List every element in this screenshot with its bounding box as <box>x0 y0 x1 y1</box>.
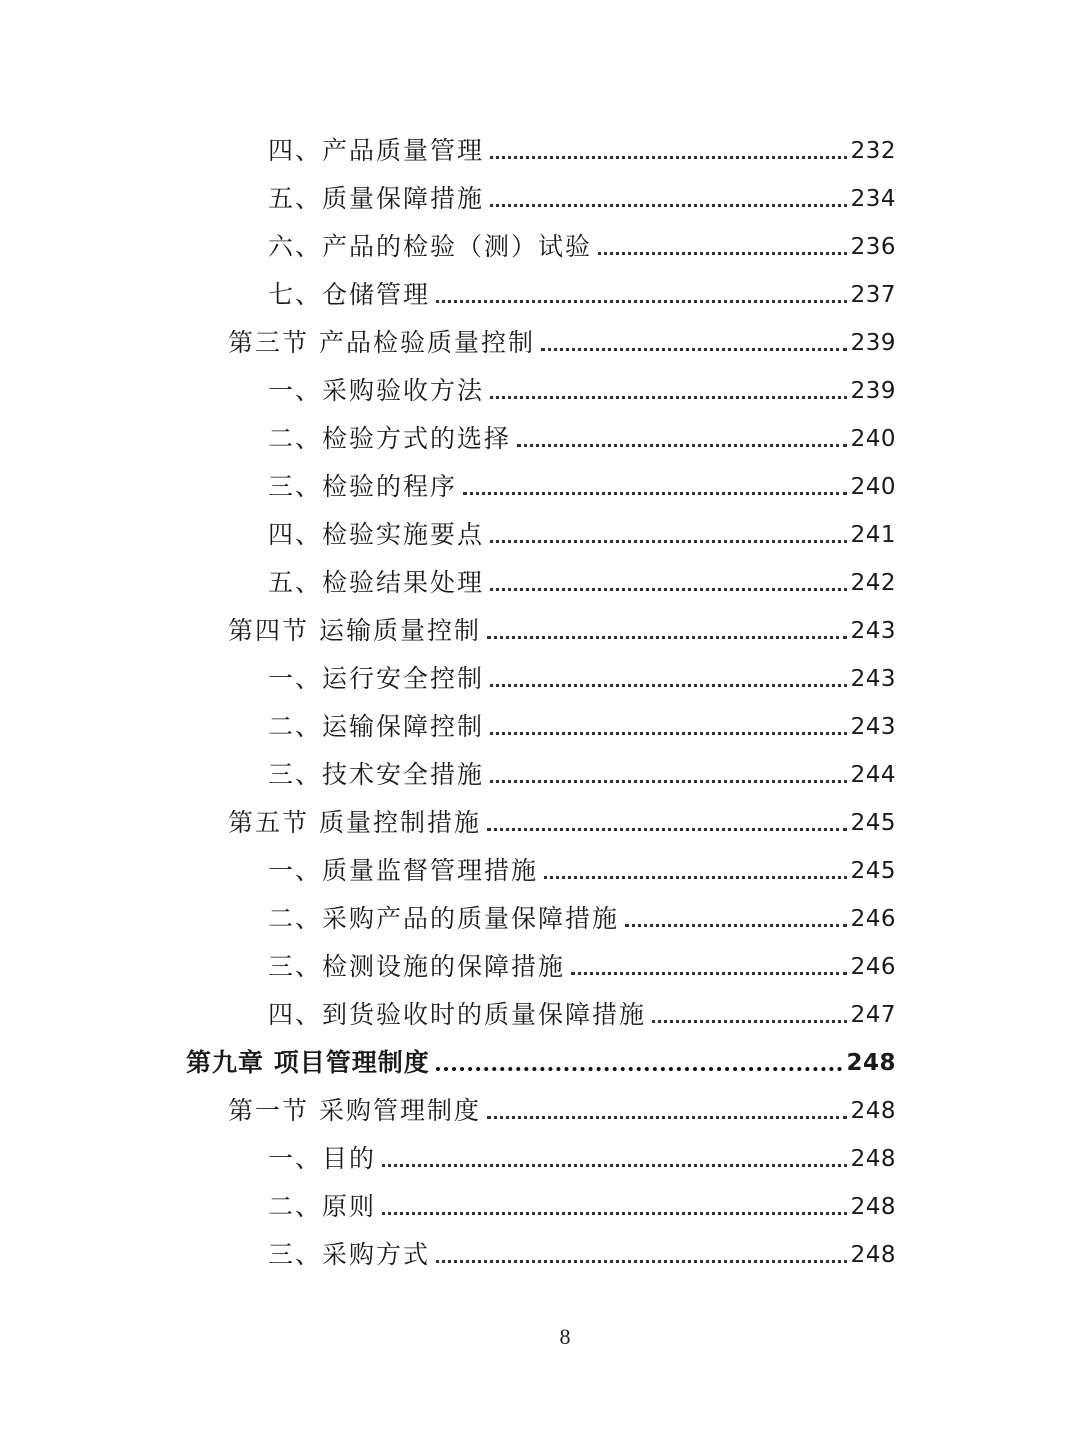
dot-leader <box>490 396 847 399</box>
toc-entry-title: 二、采购产品的质量保障措施 <box>268 904 620 933</box>
toc-entry[interactable] <box>0 1136 896 1176</box>
toc-entry[interactable] <box>0 464 896 504</box>
dot-leader <box>571 972 847 975</box>
toc-section-entry[interactable] <box>0 320 896 360</box>
toc-entry-title: 二、原则 <box>268 1192 377 1221</box>
dot-leader <box>490 684 847 687</box>
toc-entry-title: 一、采购验收方法 <box>268 376 485 405</box>
toc-entry-page: 243 <box>850 714 896 740</box>
dot-leader <box>598 252 847 255</box>
dot-leader <box>436 1260 847 1263</box>
toc-entry[interactable] <box>0 560 896 600</box>
toc-entry-title: 二、运输保障控制 <box>268 712 485 741</box>
toc-entry-title: 一、质量监督管理措施 <box>268 856 539 885</box>
toc-entry-page: 243 <box>850 666 896 692</box>
dot-leader <box>436 1067 843 1071</box>
toc-entry[interactable] <box>0 848 896 888</box>
toc-entry[interactable] <box>0 752 896 792</box>
toc-entry[interactable] <box>0 992 896 1032</box>
toc-entry[interactable] <box>0 512 896 552</box>
dot-leader <box>382 1212 847 1215</box>
dot-leader <box>382 1164 847 1167</box>
toc-entry[interactable] <box>0 1232 896 1272</box>
dot-leader <box>490 156 847 159</box>
toc-entry-title: 二、检验方式的选择 <box>268 424 512 453</box>
dot-leader <box>487 636 847 639</box>
dot-leader <box>625 924 847 927</box>
toc-section-entry[interactable] <box>0 608 896 648</box>
dot-leader <box>541 348 847 351</box>
toc-entry-title: 三、技术安全措施 <box>268 760 485 789</box>
toc-entry-page: 248 <box>850 1194 896 1220</box>
dot-leader <box>652 1020 847 1023</box>
toc-entry-title: 一、目的 <box>268 1144 377 1173</box>
toc-entry-page: 236 <box>850 234 896 260</box>
page-number: 8 <box>559 1324 571 1349</box>
toc-entry-page: 248 <box>850 1242 896 1268</box>
toc-section-entry[interactable] <box>0 1088 896 1128</box>
toc-entry-title: 第一节 采购管理制度 <box>228 1096 481 1125</box>
toc-entry-page: 243 <box>850 618 896 644</box>
toc-entry[interactable] <box>0 896 896 936</box>
toc-entry-page: 241 <box>850 522 896 548</box>
toc-entry-page: 240 <box>850 426 896 452</box>
toc-entry-title: 四、产品质量管理 <box>268 136 485 165</box>
dot-leader <box>463 492 847 495</box>
toc-entry[interactable] <box>0 1184 896 1224</box>
toc-entry-title: 第九章 项目管理制度 <box>186 1048 430 1077</box>
toc-entry-title: 第三节 产品检验质量控制 <box>228 328 535 357</box>
toc-entry[interactable] <box>0 272 896 312</box>
toc-entry-page: 245 <box>850 810 896 836</box>
toc-entry-title: 三、采购方式 <box>268 1240 431 1269</box>
toc-entry[interactable] <box>0 128 896 168</box>
toc-entry-title: 五、检验结果处理 <box>268 568 485 597</box>
toc-entry-page: 248 <box>846 1050 896 1076</box>
toc-entry[interactable] <box>0 704 896 744</box>
toc-entry-title: 七、仓储管理 <box>268 280 431 309</box>
toc-entry-page: 246 <box>850 906 896 932</box>
toc-entry-page: 248 <box>850 1098 896 1124</box>
toc-chapter-entry[interactable] <box>0 1040 896 1080</box>
toc-entry[interactable] <box>0 368 896 408</box>
dot-leader <box>490 732 847 735</box>
dot-leader <box>490 780 847 783</box>
toc-entry-title: 六、产品的检验（测）试验 <box>268 232 593 261</box>
dot-leader <box>436 300 847 303</box>
toc-entry-title: 四、检验实施要点 <box>268 520 485 549</box>
dot-leader <box>487 1116 847 1119</box>
toc-entry-page: 242 <box>850 570 896 596</box>
dot-leader <box>490 540 847 543</box>
dot-leader <box>487 828 847 831</box>
toc-entry[interactable] <box>0 176 896 216</box>
toc-entry-page: 245 <box>850 858 896 884</box>
toc-entry-page: 246 <box>850 954 896 980</box>
toc-entry[interactable] <box>0 944 896 984</box>
dot-leader <box>544 876 847 879</box>
toc-entry[interactable] <box>0 224 896 264</box>
dot-leader <box>517 444 847 447</box>
toc-entry-page: 244 <box>850 762 896 788</box>
dot-leader <box>490 588 847 591</box>
toc-entry-title: 第四节 运输质量控制 <box>228 616 481 645</box>
toc-entry-page: 247 <box>850 1002 896 1028</box>
toc-entry-title: 一、运行安全控制 <box>268 664 485 693</box>
toc-entry-page: 239 <box>850 330 896 356</box>
toc-entry-page: 234 <box>850 186 896 212</box>
toc-entry-title: 五、质量保障措施 <box>268 184 485 213</box>
toc-entry-title: 三、检测设施的保障措施 <box>268 952 566 981</box>
toc-entry-title: 三、检验的程序 <box>268 472 458 501</box>
toc-entry-page: 248 <box>850 1146 896 1172</box>
toc-entry-page: 232 <box>850 138 896 164</box>
toc-entry-title: 第五节 质量控制措施 <box>228 808 481 837</box>
toc-entry[interactable] <box>0 656 896 696</box>
toc-entry-page: 239 <box>850 378 896 404</box>
toc-entry-page: 240 <box>850 474 896 500</box>
dot-leader <box>490 204 847 207</box>
toc-entry-title: 四、到货验收时的质量保障措施 <box>268 1000 647 1029</box>
toc-section-entry[interactable] <box>0 800 896 840</box>
toc-entry[interactable] <box>0 416 896 456</box>
toc-entry-page: 237 <box>850 282 896 308</box>
